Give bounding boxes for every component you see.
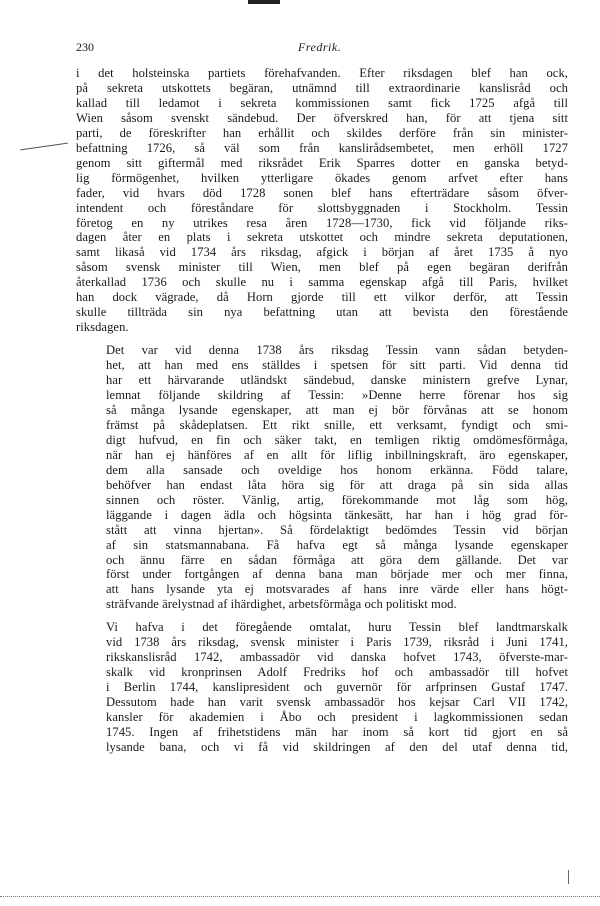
text-line: såsom svensk minister till Wien, men blef på egen begäran derifrån: [76, 260, 568, 275]
text-line: främst på skådeplatsen. Ett rikt snille, ett verksamt, fyndigt och smi-: [106, 417, 568, 432]
text-line: när han ej hänföres af en allt för liflig inbillningskraft, äro egenskaper,: [106, 447, 568, 462]
text-line: i Berlin 1744, kanslipresident och guvernör för arfprinsen Gustaf 1747.: [106, 680, 568, 695]
text-line: läggande i dagen ädla och högsinta tänkesätt, har han i hög grad för-: [106, 507, 568, 522]
text-line: fader, vid hvars död 1728 sonen blef hans efterträdare såsom öfver-: [76, 185, 568, 200]
running-head: Fredrik.: [298, 40, 342, 54]
text-line: företog en ny utrikes resa åren 1728—1730, fick vid följande riks-: [76, 215, 568, 230]
text-line: af sin statsmannabana. Få hafva egt så många lysande egenskaper: [106, 537, 568, 552]
scan-artifact-top: [248, 0, 280, 4]
text-line: riksdagen.: [76, 320, 129, 335]
page-header: [76, 40, 560, 58]
text-line: rikskanslisråd 1742, ambassadör vid danska hofvet 1743, öfverste-mar-: [106, 650, 568, 665]
text-line: dem alla sansade och oveldige hos honom erkänna. Född talare,: [106, 462, 568, 477]
text-line: kallad till ledamot i sekreta kommissionen samt fick 1725 afgå till: [76, 95, 568, 110]
text-line: parti, de föreskrifter han erhållit och skildes derföre från sin minister-: [76, 125, 568, 140]
text-line: behöfver han endast låta höra sig för att draga på sin sida allas: [106, 477, 568, 492]
text-line: stått att vinna hjertan». Så fördelaktigt bedömdes Tessin vid början: [106, 522, 568, 537]
scan-artifact-bottom-edge: [0, 896, 600, 898]
paragraph-2: [76, 343, 568, 612]
body-text: [76, 66, 568, 755]
text-line: intendent och föreståndare för slottsbyggnaden i Stockholm. Tessin: [76, 200, 568, 215]
margin-pencil-stroke: [20, 143, 68, 151]
text-line: befattning 1726, så väl som från kanslirådsembetet, men erhöll 1727: [76, 140, 568, 155]
text-line: och ännu färre en sådan förmåga att göra dem gällande. Det var: [106, 552, 568, 567]
text-line: i det holsteinska partiets förehafvanden. Efter riksdagen blef han ock,: [76, 66, 568, 80]
scan-artifact-corner: [560, 870, 569, 884]
text-line: samt likaså vid 1734 års riksdag, afgick i början af året 1735 å nyo: [76, 245, 568, 260]
text-line: skulle tillträda sin nya befattning utan att bevista den förestående: [76, 305, 568, 320]
text-line: Vi hafva i det föregående omtalat, huru Tessin blef landtmarskalk: [106, 620, 568, 635]
text-line: lysande bana, och vi få vid skildringen af den del utaf denna tid,: [106, 739, 568, 754]
text-line: han dock vägrade, då Horn gjorde till ett vilkor derför, att Tessin: [76, 290, 568, 305]
text-line: att hans lysande yta ej motsvarades af hans inre värde eller hans högt-: [106, 582, 568, 597]
text-line: sinnen och röster. Vänlig, artig, förekommande mot låg som hög,: [106, 492, 568, 507]
paragraph-1: [76, 66, 568, 335]
text-line: het, att han med ens ställdes i spetsen för sitt parti. Vid denna tid: [106, 358, 568, 373]
text-line: digt hufvud, en fin och säker takt, en temligen riktig omdömesförmåga,: [106, 432, 568, 447]
text-line: Det var vid denna 1738 års riksdag Tessin vann sådan betyden-: [106, 343, 568, 358]
text-line: skalk vid kronprinsen Adolf Fredriks hof och ambassadör till hofvet: [106, 665, 568, 680]
text-line: genom sitt giftermål med riksrådet Erik Sparres dotter en ganska betyd-: [76, 155, 568, 170]
text-line: Dessutom hade han varit svensk ambassadör hos kejsar Carl VII 1742,: [106, 695, 568, 710]
text-line: har ett härvarande utländskt sändebud, danske ministern grefve Lynar,: [106, 373, 568, 388]
text-line: så många lysande egenskaper, att man ej bör förvånas att se honom: [106, 402, 568, 417]
page-number: 230: [76, 40, 94, 54]
text-line: 1745. Ingen af frihetstidens män har inom så kort tid gjort en så: [106, 724, 568, 739]
text-line: sträfvande ärelystnad af ihärdighet, arbetsförmåga och politiskt mod.: [106, 597, 457, 612]
text-line: återkallad 1736 och skulle nu i samma egenskap afgå till Paris, hvilket: [76, 275, 568, 290]
text-line: först under fortgången af denna bana man började mer och mer finna,: [106, 567, 568, 582]
text-line: lig förmögenhet, hvilken ytterligare ökades genom arfvet efter hans: [76, 170, 568, 185]
text-line: kansler för akademien i Åbo och president i lagkommissionen sedan: [106, 710, 568, 725]
text-line: lemnat följande skildring af Tessin: »Denne herre förenar hos sig: [106, 388, 568, 403]
text-line: vid 1738 års riksdag, svensk minister i Paris 1739, riksråd i Juni 1741,: [106, 635, 568, 650]
text-line: på sekreta utskottets begäran, utnämnd till extraordinarie kanslisråd och: [76, 80, 568, 95]
text-line: dagen åter en plats i sekreta utskottet och mindre sekreta deputationen,: [76, 230, 568, 245]
paragraph-3: [76, 620, 568, 755]
text-line: Wien såsom svenskt sändebud. Der öfverskred han, för att tjena sitt: [76, 110, 568, 125]
